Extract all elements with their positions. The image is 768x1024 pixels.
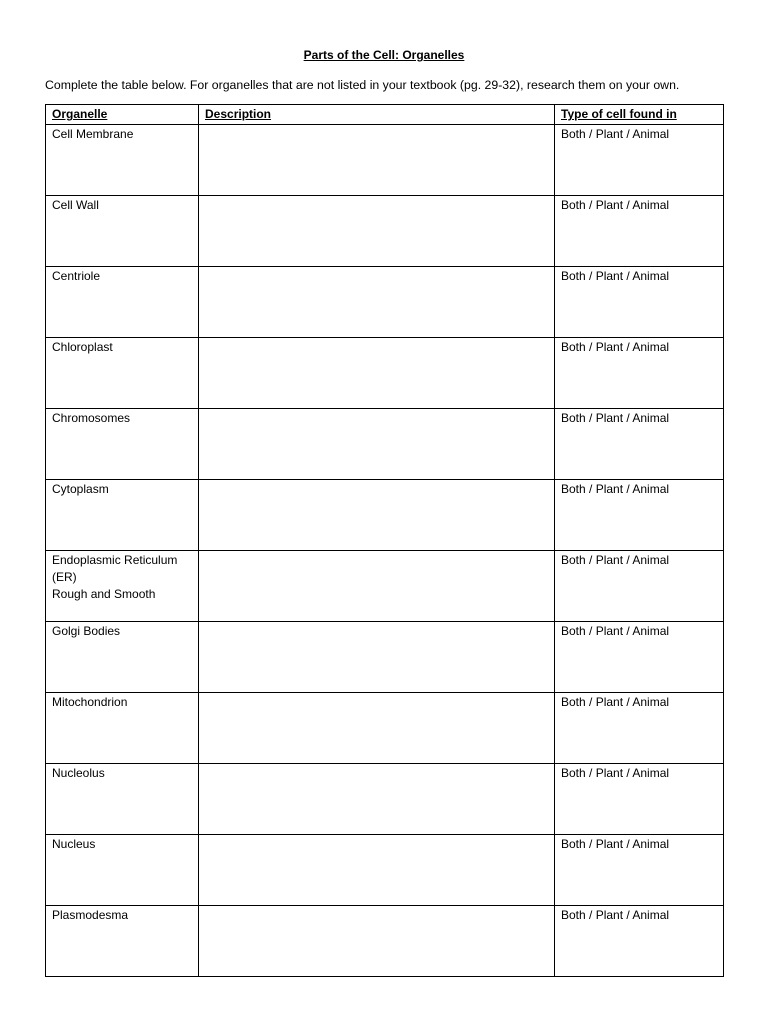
- organelle-table: [45, 104, 724, 977]
- table-row: [46, 338, 724, 409]
- description-cell[interactable]: [199, 125, 555, 196]
- organelle-name-cell: Nucleus: [46, 835, 199, 906]
- table-row: [46, 764, 724, 835]
- cell-type-cell: Both / Plant / Animal: [555, 338, 724, 409]
- table-header-row: [46, 105, 724, 125]
- cell-type-cell: Both / Plant / Animal: [555, 480, 724, 551]
- table-row: [46, 622, 724, 693]
- organelle-name-cell: Cell Wall: [46, 196, 199, 267]
- table-row: [46, 267, 724, 338]
- instructions-text: Complete the table below. For organelles that are not listed in your textbook (pg. 29-32), research them on your own.: [45, 78, 680, 92]
- description-cell[interactable]: [199, 196, 555, 267]
- cell-type-cell: Both / Plant / Animal: [555, 267, 724, 338]
- table-row: [46, 125, 724, 196]
- organelle-name-cell: Chromosomes: [46, 409, 199, 480]
- description-cell[interactable]: [199, 835, 555, 906]
- cell-type-cell: Both / Plant / Animal: [555, 551, 724, 622]
- cell-type-cell: Both / Plant / Animal: [555, 693, 724, 764]
- table-row: [46, 835, 724, 906]
- organelle-name-cell: Chloroplast: [46, 338, 199, 409]
- organelle-name-cell: Cytoplasm: [46, 480, 199, 551]
- description-cell[interactable]: [199, 480, 555, 551]
- table-row: [46, 551, 724, 622]
- page-title: Parts of the Cell: Organelles: [303, 48, 465, 62]
- cell-type-cell: Both / Plant / Animal: [555, 835, 724, 906]
- organelle-name-cell: Mitochondrion: [46, 693, 199, 764]
- cell-type-cell: Both / Plant / Animal: [555, 409, 724, 480]
- description-cell[interactable]: [199, 764, 555, 835]
- column-header-organelle: Organelle: [46, 105, 199, 125]
- organelle-name-cell: Plasmodesma: [46, 906, 199, 977]
- organelle-name-cell: Endoplasmic Reticulum (ER) Rough and Smooth: [46, 551, 199, 622]
- description-cell[interactable]: [199, 338, 555, 409]
- table-row: [46, 906, 724, 977]
- cell-type-cell: Both / Plant / Animal: [555, 196, 724, 267]
- cell-type-cell: Both / Plant / Animal: [555, 764, 724, 835]
- description-cell[interactable]: [199, 622, 555, 693]
- description-cell[interactable]: [199, 409, 555, 480]
- cell-type-cell: Both / Plant / Animal: [555, 622, 724, 693]
- cell-type-cell: Both / Plant / Animal: [555, 125, 724, 196]
- table-row: [46, 409, 724, 480]
- organelle-name-cell: Centriole: [46, 267, 199, 338]
- organelle-name-cell: Nucleolus: [46, 764, 199, 835]
- description-cell[interactable]: [199, 693, 555, 764]
- table-row: [46, 480, 724, 551]
- description-cell[interactable]: [199, 906, 555, 977]
- table-row: [46, 693, 724, 764]
- description-cell[interactable]: [199, 267, 555, 338]
- column-header-description: Description: [199, 105, 555, 125]
- organelle-name-cell: Golgi Bodies: [46, 622, 199, 693]
- description-cell[interactable]: [199, 551, 555, 622]
- organelle-name-cell: Cell Membrane: [46, 125, 199, 196]
- table-row: [46, 196, 724, 267]
- column-header-cell-type: Type of cell found in: [555, 105, 724, 125]
- cell-type-cell: Both / Plant / Animal: [555, 906, 724, 977]
